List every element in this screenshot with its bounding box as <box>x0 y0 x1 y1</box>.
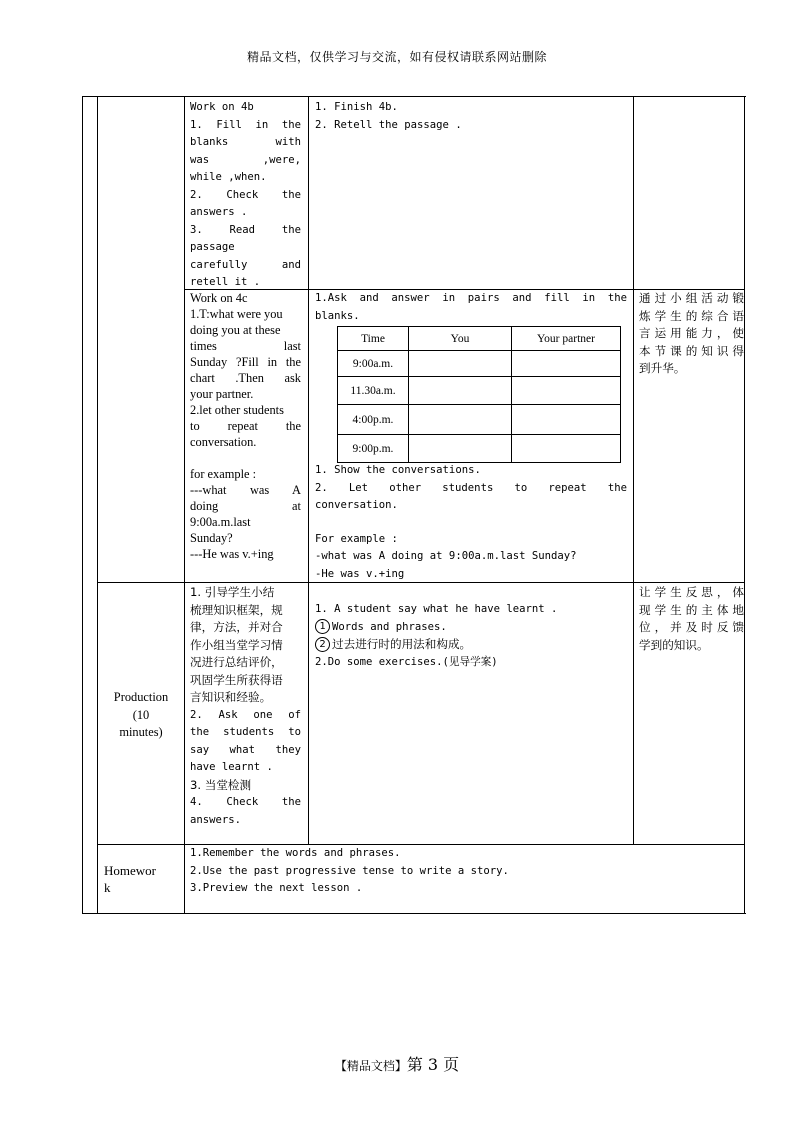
col-divider-3 <box>633 96 634 844</box>
chart-answer-cell <box>512 435 621 463</box>
chart-time-cell: 9:00p.m. <box>338 435 409 463</box>
col-divider-2 <box>308 96 309 844</box>
activity-chart <box>337 326 621 463</box>
row2-steps-bottom: 1. Show the conversations. 2. Let other students to repeat the conversation. For example : -what was A doing at 9:00a.m.last Sunday? -He was v.+ing <box>315 464 627 580</box>
page-number: 第 3 页 <box>406 1055 460 1074</box>
chart-time-cell: 4:00p.m. <box>338 405 409 435</box>
chart-time-cell: 9:00a.m. <box>338 351 409 377</box>
row1-activity: Work on 4b 1. Fill in the blanks with was ,were, while ,when. 2. Check the answers . 3. Read the passage carefully and retell it . <box>190 101 301 288</box>
chart-header-time: Time <box>338 327 409 351</box>
table-bottom-border <box>82 913 746 914</box>
page-header: 精品文档，仅供学习与交流，如有侵权请联系网站删除 <box>246 50 547 64</box>
homework-stage: Homewor k <box>104 863 156 895</box>
chart-answer-cell <box>409 377 512 405</box>
footer-brand: 【精品文档】 <box>334 1059 407 1073</box>
table-right-border <box>744 96 745 914</box>
chart-answer-cell <box>409 405 512 435</box>
chart-answer-cell <box>512 405 621 435</box>
row1-steps: 1. Finish 4b. 2. Retell the passage . <box>315 101 462 131</box>
homework-items: 1.Remember the words and phrases. 2.Use the past progressive tense to write a story. 3.Preview the next lesson . <box>190 847 509 894</box>
chart-answer-cell <box>512 351 621 377</box>
circled-number-2: 2 <box>315 637 330 652</box>
chart-answer-cell <box>512 377 621 405</box>
chart-header-partner: Your partner <box>512 327 621 351</box>
table-top-border <box>82 96 746 97</box>
row2-purpose: 通过小组活动锻 炼学生的综合语 言运用能力，使 本节课的知识得 到升华。 <box>639 291 744 376</box>
row3-purpose: 让学生反思，体 现学生的主体地 位，并及时反馈 学到的知识。 <box>639 585 744 652</box>
page-footer <box>0 1052 794 1075</box>
table-inner-left-border <box>97 96 98 914</box>
chart-answer-cell <box>409 435 512 463</box>
row3-activity: 1. 引导学生小结 梳理知识框架，规 律，方法，并对合 作小组当堂学习情 况进行总结评价， 巩固学生所获得语 言知识和经验。 2. Ask one of the students to say what they have learnt . 3. 当堂检测 4. Check the answers. <box>190 585 301 826</box>
row3-steps: 1. A student say what he have learnt . 1 Words and phrases. 2 过去进行时的用法和构成。 2.Do some exercises.(见导学案) <box>315 603 558 668</box>
row2-steps-top: 1.Ask and answer in pairs and fill in the blanks. <box>315 292 627 322</box>
chart-time-cell: 11.30a.m. <box>338 377 409 405</box>
chart-header-you: You <box>409 327 512 351</box>
table-left-border <box>82 96 83 914</box>
production-stage: Production (10 minutes) <box>113 690 169 739</box>
circled-number-1: 1 <box>315 619 330 634</box>
row2-activity: Work on 4c 1.T:what were you doing you at these times last Sunday ?Fill in the chart .Then ask your partner. 2.let other students to repeat the conversation. for example : ---what was A doing at 9:00a.m.last Sunday? ---He was v.+ing <box>190 291 301 561</box>
chart-answer-cell <box>409 351 512 377</box>
col-divider-1 <box>184 96 185 914</box>
